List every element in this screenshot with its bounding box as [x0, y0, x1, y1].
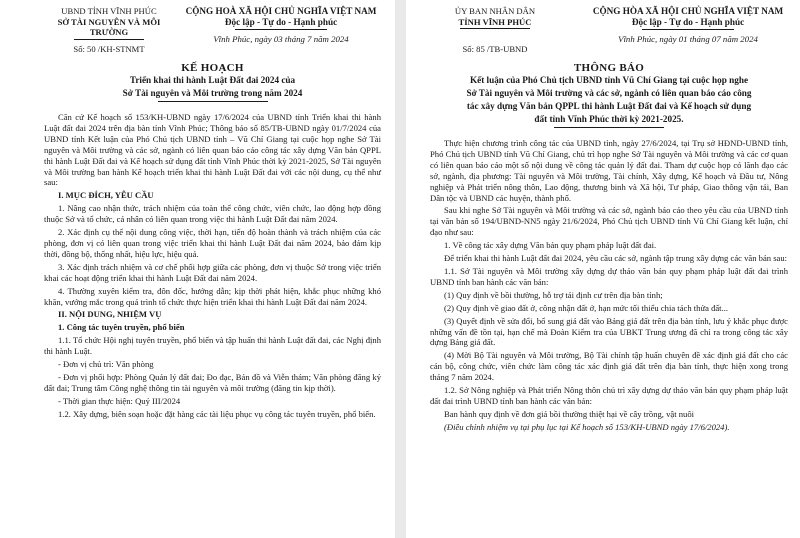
paragraph: 1.2. Xây dựng, biên soạn hoặc đặt hàng các tài liệu phục vụ công tác tuyên truyền, phổ biến.: [58, 408, 376, 419]
document-body: [430, 138, 788, 433]
motto-underline: [235, 29, 327, 30]
agency-underline: [460, 28, 530, 29]
right-document-page: [406, 0, 800, 538]
document-header: [44, 6, 381, 54]
nation-name: CỘNG HÒA XÃ HỘI CHỦ NGHĨA VIỆT NAM: [592, 6, 784, 16]
paragraph: 3. Xác định trách nhiệm và cơ chế phối hợp giữa các phòng, đơn vị thuộc Sở trong việc triển khai các hoạt động triển khai thi hành Luật Đất đai năm 2024.: [44, 261, 381, 283]
paragraph: Căn cứ Kế hoạch số 153/KH-UBND ngày 17/6/2024 của UBND tỉnh Triển khai thi hành Luật đất đai 2024 trên địa bàn tỉnh Vĩnh Phúc; Thông báo số 85/TB-UBND ngày 01/7/2024 của UBND tỉnh Kết luận của Phó Chủ tịch UBND tỉnh – Vũ Chí Giang tại cuộc họp nghe Sở Tài nguyên và Môi trường và các sở, ngành có liên quan báo cáo công tác xây dựng Văn bản QPPL thi hành Luật Đất đai và Kế hoạch sử dụng đất tỉnh Vĩnh Phúc thời kỳ 2021-2025, Sở Tài nguyên và Môi trường ban hành Kế hoạch triển khai thi hành Luật Đất đai với các nội dung, cụ thể như sau:: [44, 112, 381, 188]
agency-parent: UBND TỈNH VĨNH PHÚC: [61, 6, 157, 16]
subject-line: Sở Tài nguyên và Môi trường trong năm 2024: [122, 88, 303, 98]
paragraph: Để triển khai thi hành Luật đất đai 2024, yêu cầu các sở, ngành tập trung xây dựng các văn bản sau:: [444, 253, 788, 264]
document-type: THÔNG BÁO: [573, 62, 645, 74]
paragraph: 1. Nâng cao nhận thức, trách nhiệm của toàn thể công chức, viên chức, lao động hợp đồng thuộc Sở và tổ chức, cá nhân có liên quan trong việc thi hành Luật Đất đai năm 2024.: [44, 203, 381, 225]
paragraph: 4. Thường xuyên kiểm tra, đôn đốc, hướng dẫn; kịp thời phát hiện, khắc phục những khó khăn, vướng mắc trong quá trình tổ chức thực hiện triển khai thi hành Luật Đất đai năm 2024.: [44, 285, 381, 307]
paragraph: 1. Về công tác xây dựng Văn bản quy phạm pháp luật đất đai.: [444, 240, 657, 251]
section-heading: II. NỘI DUNG, NHIỆM VỤ: [58, 309, 162, 320]
agency-underline: [74, 39, 144, 40]
agency-name: SỞ TÀI NGUYÊN VÀ MÔI TRƯỜNG: [57, 16, 161, 37]
page-divider: [395, 0, 406, 538]
paragraph: (2) Quy định về giao đất ở, công nhận đất ở, hạn mức tối thiểu chia tách thửa đất...: [444, 302, 729, 313]
document-header: [430, 6, 788, 54]
subject-line: Kết luận của Phó Chủ tịch UBND tỉnh Vũ Chí Giang tại cuộc họp nghe: [469, 75, 749, 85]
subject-line: đất tỉnh Vĩnh Phúc thời kỳ 2021-2025.: [534, 114, 684, 124]
left-document-page: [0, 0, 395, 538]
subject-underline: [554, 127, 664, 128]
subject-line: tác xây dựng Văn bản QPPL thi hành Luật Đất đai và Kế hoạch sử dụng: [466, 101, 752, 111]
subject-line: Sở Tài nguyên và Môi trường và các sở, ngành có liên quan báo cáo công: [466, 88, 752, 98]
document-number: Số: 85 /TB-UBND: [462, 44, 528, 54]
nation-name: CỘNG HOÀ XÃ HỘI CHỦ NGHĨA VIỆT NAM: [185, 6, 377, 16]
subject-underline: [158, 101, 268, 102]
document-subject: [430, 75, 788, 125]
paragraph: - Đơn vị phối hợp: Phòng Quản lý đất đai; Đo đạc, Bản đồ và Viễn thám; Văn phòng đăng ký đất đai; Trung tâm Công nghệ thông tin tài nguyên và môi trường (đăng tin kịp thời).: [44, 371, 381, 393]
paragraph: 1.1. Sở Tài nguyên và Môi trường xây dựng dự thảo văn bản quy phạm pháp luật đất đai trình UBND tỉnh ban hành các văn bản:: [430, 265, 788, 287]
paragraph: (Điều chỉnh nhiệm vụ tại phụ lục tại Kế hoạch số 153/KH-UBND ngày 17/6/2024).: [444, 421, 730, 432]
national-motto: Độc lập - Tự do - Hạnh phúc: [631, 17, 745, 27]
document-type: KẾ HOẠCH: [181, 62, 244, 74]
document-date: Vĩnh Phúc, ngày 01 tháng 07 năm 2024: [618, 34, 758, 44]
issuing-agency: [44, 6, 174, 40]
document-body: [44, 112, 381, 420]
agency-name: TỈNH VĨNH PHÚC: [458, 16, 532, 27]
document-subject: [44, 75, 381, 99]
paragraph: (1) Quy định về bồi thường, hỗ trợ tái định cư trên địa bàn tỉnh;: [444, 289, 663, 300]
section-heading: I. MỤC ĐÍCH, YÊU CẦU: [58, 190, 154, 201]
paragraph: - Thời gian thực hiện: Quý III/2024: [58, 395, 181, 406]
issuing-agency: [430, 6, 560, 29]
motto-underline: [642, 29, 734, 30]
paragraph: Thực hiện chương trình công tác của UBND tỉnh, ngày 27/6/2024, tại Trụ sở HĐND-UBND tỉnh, Phó Chủ tịch UBND tỉnh Vũ Chí Giang, chủ trì họp nghe Sở Tài nguyên và Môi trường và các cơ quan có liên quan báo cáo một số nội dung về công tác quản lý đất đai. Tham dự cuộc họp có lãnh đạo các sở, ngành, địa phương: Tài nguyên và Môi trường, Tài chính, Xây dựng, Kế hoạch và Đầu tư, Nông nghiệp và Phát triển nông thôn, Lao động, thương binh và Xã hội, Tư pháp, Giao thông vận tải, Ban Dân tộc và UBND các huyện, thành phố.: [430, 138, 788, 203]
document-date: Vĩnh Phúc, ngày 03 tháng 7 năm 2024: [213, 34, 349, 44]
paragraph: Sau khi nghe Sở Tài nguyên và Môi trường và các sở, ngành báo cáo theo yêu cầu của UBND tỉnh tại văn bản số 194/UBND-NN5 ngày 21/6/2024, Phó Chủ tịch UBND tỉnh Vũ Chí Giang kết luận, chỉ đạo như sau:: [430, 205, 788, 238]
national-title: [588, 6, 788, 30]
paragraph: 2. Xác định cụ thể nội dung công việc, thời hạn, tiến độ hoàn thành và trách nhiệm của các phòng, đơn vị có liên quan trong việc triển khai thi hành Luật Đất đai năm 2024, bảo đảm kịp thời, đồng bộ, thống nhất, hiệu lực, hiệu quả.: [44, 227, 381, 259]
paragraph: 1.2. Sở Nông nghiệp và Phát triển Nông thôn chủ trì xây dựng dự thảo văn bản quy phạm pháp luật đất đai trình UBND tỉnh ban hành các văn bản:: [430, 385, 788, 406]
paragraph: - Đơn vị chủ trì: Văn phòng: [58, 359, 154, 370]
document-number: Số: 50 /KH-STNMT: [73, 44, 145, 54]
paragraph: Ban hành quy định về đơn giá bồi thường thiệt hại về cây trồng, vật nuôi: [444, 408, 695, 419]
agency-parent: ỦY BAN NHÂN DÂN: [454, 6, 536, 16]
national-title: [181, 6, 381, 30]
subject-line: Triển khai thi hành Luật Đất đai 2024 của: [129, 75, 296, 85]
paragraph: (4) Mời Bộ Tài nguyên và Môi trường, Bộ Tài chính tập huấn chuyên đề xác định giá đất cho các cán bộ, công chức, viên chức làm công tác xác định giá đất trên địa bàn tỉnh, thực hiện xong trong tháng 7 năm 2024.: [430, 350, 788, 383]
national-motto: Độc lập - Tự do - Hạnh phúc: [224, 17, 338, 27]
section-heading: 1. Công tác tuyên truyền, phổ biến: [58, 322, 185, 333]
paragraph: 1.1. Tổ chức Hội nghị tuyên truyền, phổ biến và tập huấn thi hành Luật đất đai, các Nghị định thi hành Luật.: [44, 335, 381, 357]
paragraph: (3) Quyết định về sửa đổi, bổ sung giá đất vào Bảng giá đất trên địa bàn tỉnh, lưu ý khắc phục được những vấn đề tồn tại, hạn chế mà Đoàn Kiểm tra của UBKT Trung ương đã chỉ ra trong công tác xây dựng Bảng giá đất.: [430, 315, 788, 348]
